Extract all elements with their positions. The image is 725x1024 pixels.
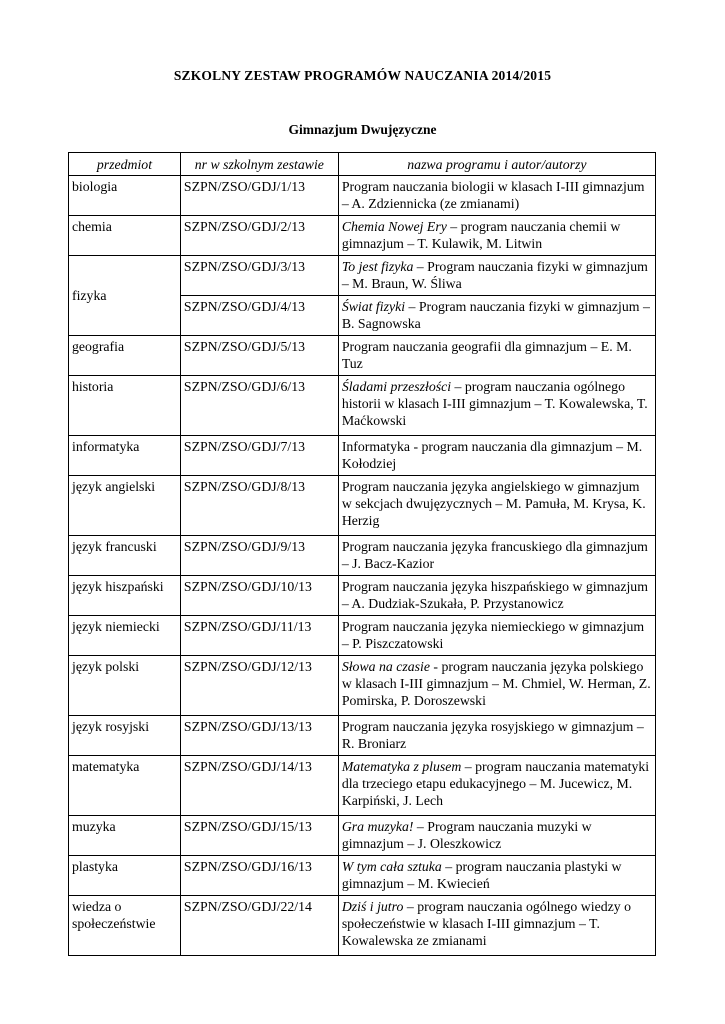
table-row <box>69 476 656 536</box>
subject-cell: wiedza o społeczeństwie <box>69 896 181 956</box>
table-row <box>69 896 656 956</box>
program-description: Program nauczania języka rosyjskiego w gimnazjum – R. Broniarz <box>341 719 644 751</box>
program-cell <box>338 816 655 856</box>
code-cell: SZPN/ZSO/GDJ/13/13 <box>180 716 338 756</box>
program-cell <box>338 436 655 476</box>
column-header-subject: przedmiot <box>69 153 181 176</box>
program-description: – program nauczania plastyki w gimnazjum – M. Kwiecień <box>341 859 622 891</box>
program-title: Matematyka z plusem <box>341 759 462 774</box>
program-description: – program nauczania ogólnego wiedzy o społeczeństwie w klasach I-III gimnazjum – T. Kowalewska ze zmianami <box>341 899 631 948</box>
program-cell <box>338 476 655 536</box>
table-header-row <box>69 153 656 176</box>
program-description: - program nauczania języka polskiego w klasach I-III gimnazjum – M. Chmiel, W. Herman, Z. Pomirska, P. Doroszewski <box>341 659 651 708</box>
program-cell <box>338 536 655 576</box>
subject-cell: historia <box>69 376 181 436</box>
table-row <box>69 816 656 856</box>
program-cell <box>338 896 655 956</box>
code-cell: SZPN/ZSO/GDJ/16/13 <box>180 856 338 896</box>
subject-cell: plastyka <box>69 856 181 896</box>
program-description: – Program nauczania muzyki w gimnazjum – J. Oleszkowicz <box>341 819 592 851</box>
code-cell: SZPN/ZSO/GDJ/2/13 <box>180 216 338 256</box>
program-cell <box>338 616 655 656</box>
program-cell <box>338 716 655 756</box>
subject-cell: matematyka <box>69 756 181 816</box>
subject-cell: geografia <box>69 336 181 376</box>
subject-cell: język polski <box>69 656 181 716</box>
program-description: Program nauczania języka niemieckiego w gimnazjum – P. Piszczatowski <box>341 619 645 651</box>
program-description: Informatyka - program nauczania dla gimnazjum – M. Kołodziej <box>341 439 643 471</box>
subject-cell: fizyka <box>69 256 181 336</box>
program-description: – Program nauczania fizyki w gimnazjum – M. Braun, W. Śliwa <box>341 259 648 291</box>
table-row <box>69 536 656 576</box>
code-cell: SZPN/ZSO/GDJ/11/13 <box>180 616 338 656</box>
subject-cell: chemia <box>69 216 181 256</box>
program-title: Gra muzyka! <box>341 819 414 834</box>
code-cell: SZPN/ZSO/GDJ/12/13 <box>180 656 338 716</box>
program-title: Chemia Nowej Ery <box>341 219 447 234</box>
subject-cell: język rosyjski <box>69 716 181 756</box>
program-cell <box>338 216 655 256</box>
program-cell <box>338 856 655 896</box>
program-cell <box>338 176 655 216</box>
program-description: – program nauczania chemii w gimnazjum – T. Kulawik, M. Litwin <box>341 219 621 251</box>
table-row <box>69 716 656 756</box>
column-header-code: nr w szkolnym zestawie <box>180 153 338 176</box>
table-row <box>69 756 656 816</box>
program-description: Program nauczania geografii dla gimnazjum – E. M. Tuz <box>341 339 632 371</box>
table-row <box>69 376 656 436</box>
program-description: – program nauczania ogólnego historii w klasach I-III gimnazjum – T. Kowalewska, T. Maćkowski <box>341 379 648 428</box>
table-row <box>69 436 656 476</box>
program-description: – Program nauczania fizyki w gimnazjum – B. Sagnowska <box>341 299 650 331</box>
table-row <box>69 216 656 256</box>
code-cell: SZPN/ZSO/GDJ/5/13 <box>180 336 338 376</box>
table-row <box>69 176 656 216</box>
program-title: Śladami przeszłości <box>341 379 452 394</box>
program-description: Program nauczania języka francuskiego dla gimnazjum – J. Bacz-Kazior <box>341 539 648 571</box>
program-cell <box>338 576 655 616</box>
table-row <box>69 336 656 376</box>
subject-cell: język angielski <box>69 476 181 536</box>
program-title: To jest fizyka <box>341 259 414 274</box>
program-description: Program nauczania języka angielskiego w gimnazjum w sekcjach dwujęzycznych – M. Pamuła, M. Krysa, K. Herzig <box>341 479 646 528</box>
code-cell: SZPN/ZSO/GDJ/9/13 <box>180 536 338 576</box>
document-subtitle: Gimnazjum Dwujęzyczne <box>288 122 437 137</box>
code-cell: SZPN/ZSO/GDJ/4/13 <box>180 296 338 336</box>
document-title: SZKOLNY ZESTAW PROGRAMÓW NAUCZANIA 2014/2015 <box>173 68 552 83</box>
code-cell: SZPN/ZSO/GDJ/15/13 <box>180 816 338 856</box>
subject-cell: informatyka <box>69 436 181 476</box>
subject-cell: muzyka <box>69 816 181 856</box>
program-description: Program nauczania biologii w klasach I-III gimnazjum – A. Zdziennicka (ze zmianami) <box>341 179 645 211</box>
subject-cell: biologia <box>69 176 181 216</box>
table-row <box>69 856 656 896</box>
code-cell: SZPN/ZSO/GDJ/6/13 <box>180 376 338 436</box>
program-title: Dziś i jutro <box>341 899 404 914</box>
program-title: W tym cała sztuka <box>341 859 442 874</box>
subject-cell: język niemiecki <box>69 616 181 656</box>
program-cell <box>338 256 655 296</box>
program-description: – program nauczania matematyki dla trzeciego etapu edukacyjnego – M. Jucewicz, M. Karpiński, J. Lech <box>341 759 650 808</box>
table-row <box>69 256 656 296</box>
table-row <box>69 616 656 656</box>
program-cell <box>338 376 655 436</box>
code-cell: SZPN/ZSO/GDJ/14/13 <box>180 756 338 816</box>
program-description: Program nauczania języka hiszpańskiego w gimnazjum – A. Dudziak-Szukała, P. Przystanowicz <box>341 579 648 611</box>
column-header-program: nazwa programu i autor/autorzy <box>338 153 655 176</box>
code-cell: SZPN/ZSO/GDJ/10/13 <box>180 576 338 616</box>
subject-cell: język francuski <box>69 536 181 576</box>
program-title: Słowa na czasie <box>341 659 430 674</box>
table-row <box>69 656 656 716</box>
program-cell <box>338 656 655 716</box>
program-cell <box>338 756 655 816</box>
program-cell <box>338 296 655 336</box>
code-cell: SZPN/ZSO/GDJ/7/13 <box>180 436 338 476</box>
table-row <box>69 576 656 616</box>
code-cell: SZPN/ZSO/GDJ/3/13 <box>180 256 338 296</box>
code-cell: SZPN/ZSO/GDJ/1/13 <box>180 176 338 216</box>
program-title: Świat fizyki <box>341 299 406 314</box>
program-cell <box>338 336 655 376</box>
curriculum-table <box>68 152 656 956</box>
subject-cell: język hiszpański <box>69 576 181 616</box>
code-cell: SZPN/ZSO/GDJ/8/13 <box>180 476 338 536</box>
code-cell: SZPN/ZSO/GDJ/22/14 <box>180 896 338 956</box>
